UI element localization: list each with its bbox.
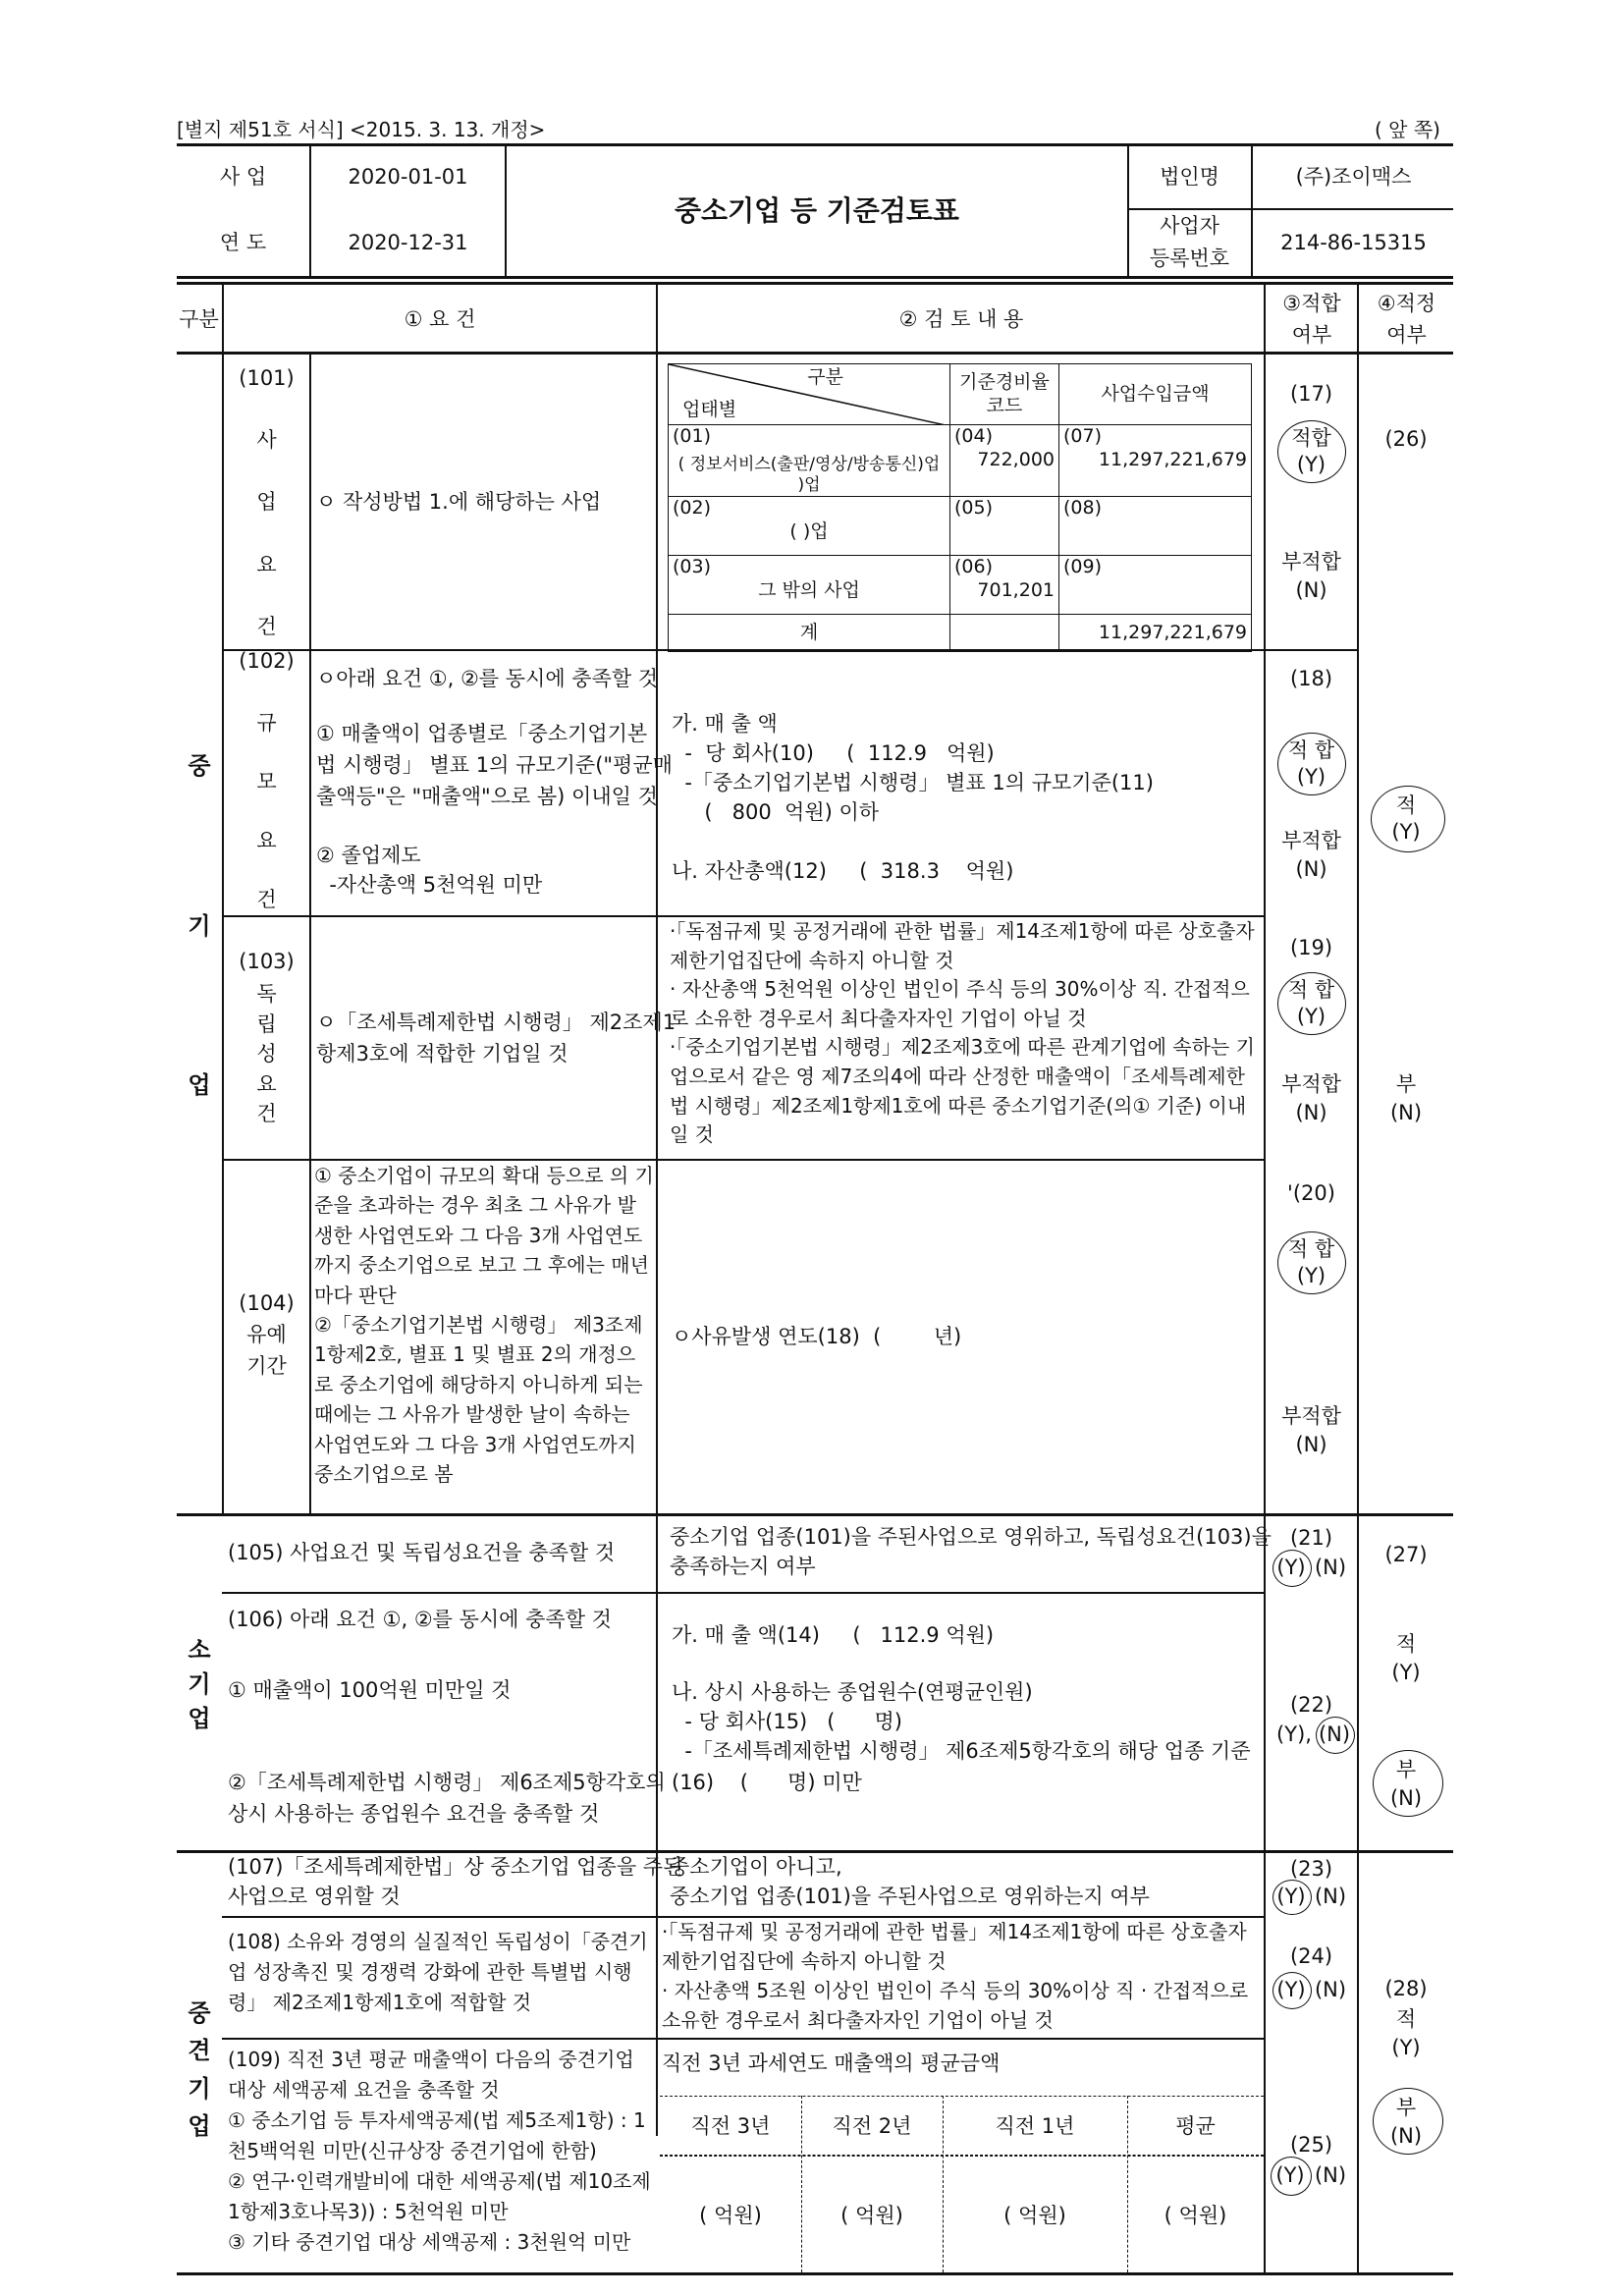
r102-req-2: ① 매출액이 업종별로「중소기업기본 xyxy=(316,722,648,745)
r101-name-2: 업 xyxy=(256,490,277,515)
r101-name-3: 요 xyxy=(256,552,277,576)
sme-label-3: 업 xyxy=(188,1071,211,1099)
r107-rev-1: 중소기업이 아니고, xyxy=(670,1855,842,1879)
r109-h-y3: 직전 3년 xyxy=(690,2113,771,2138)
col-fit-1: ③적합 xyxy=(1282,291,1341,315)
r102-name-2: 모 xyxy=(256,770,277,793)
r103-name-5: 건 xyxy=(256,1102,277,1125)
r104-review: ㅇ사유발생 연도(18) ( 년) xyxy=(672,1325,962,1348)
r107-fit-y: (Y) xyxy=(1276,1884,1306,1908)
r104-fit-no-n: (N) xyxy=(1295,1432,1327,1456)
r103-proper-no: 부 xyxy=(1395,1071,1417,1096)
r106-rev-3: - 당 회사(15) ( 명) xyxy=(672,1710,902,1733)
r103-name-1: 독 xyxy=(256,982,277,1006)
sme-label-1: 중 xyxy=(188,752,211,780)
r102-name-4: 건 xyxy=(256,888,277,911)
small-label-2: 기 xyxy=(188,1670,211,1698)
r103-proper-no-n: (N) xyxy=(1389,1100,1423,1124)
h-code-2: 코드 xyxy=(986,394,1023,416)
r3-c3: (09) xyxy=(1063,556,1103,578)
col-category: 구분 xyxy=(179,306,219,331)
r103-name-4: 요 xyxy=(256,1071,277,1096)
biz-reg-label-2: 등록번호 xyxy=(1149,246,1230,270)
r102-fit-no: 부적합 xyxy=(1281,828,1341,852)
r109-h-avg: 평균 xyxy=(1175,2113,1216,2138)
r1-code-val: 722,000 xyxy=(977,448,1055,470)
r1-name: ( 정보서비스(출판/영상/방송통신)업 )업 xyxy=(677,454,941,495)
r102-name xyxy=(224,707,309,913)
table-header-division xyxy=(669,364,950,425)
r109-proper-no: 부 xyxy=(1395,2095,1417,2119)
r101-code: (101) xyxy=(239,365,295,390)
r3-code-val: 701,201 xyxy=(977,579,1055,601)
biz-reg-label-1: 사업자 xyxy=(1160,213,1219,238)
r102-rev-4: ( 800 억원) 이하 xyxy=(672,800,880,824)
r101-name-4: 건 xyxy=(256,614,277,638)
page-title: 중소기업 등 기준검토표 xyxy=(675,194,959,228)
business-year-label-2: 연 도 xyxy=(219,231,267,255)
r108-review: ·「독점규제 및 공정거래에 관한 법률」제14조제1항에 따른 상호출자제한기업집단에 속하지 아니할 것 · 자산총액 5조원 이상인 법인이 주식 등의 30%이상 직 · 간접적으로 소유한 경우로서 최다출자자인 기업이 아닐 것 xyxy=(662,1920,1249,2032)
table-total-code xyxy=(950,615,1059,652)
r105-review-2: 충족하는지 여부 xyxy=(670,1555,816,1578)
r102-fit-yes-y: (Y) xyxy=(1296,764,1326,789)
r109-proper-no-n: (N) xyxy=(1389,2123,1423,2148)
r101-requirement: ㅇ 작성방법 1.에 해당하는 사업 xyxy=(316,490,602,514)
r105-fit-code: (21) xyxy=(1289,1525,1333,1550)
r108-fit-y: (Y) xyxy=(1276,1977,1306,2001)
r107-rev-2: 중소기업 업종(101)을 주된사업으로 영위하는지 여부 xyxy=(670,1885,1150,1908)
table-row-3-code xyxy=(950,556,1059,615)
mid-label-4: 업 xyxy=(188,2111,211,2140)
r102-fit-yes: 적 합 xyxy=(1287,738,1335,762)
r106-proper-yes: 적 xyxy=(1395,1631,1417,1656)
r101-name xyxy=(224,424,309,640)
r106-req-3: ②「조세특례제한법 시행령」 제6조제5항각호의 xyxy=(228,1771,666,1794)
r108-fit-n: (N) xyxy=(1314,1977,1347,2001)
r103-code: (103) xyxy=(239,949,295,973)
r102-rev-3: -「중소기업기본법 시행령」 별표 1의 규모기준(11) xyxy=(672,771,1154,794)
r2-c2: (05) xyxy=(954,497,994,519)
r103-fit-yes-y: (Y) xyxy=(1296,1004,1326,1028)
table-row-1-amount xyxy=(1059,425,1252,497)
small-label-3: 업 xyxy=(188,1705,211,1732)
h-division: 구분 xyxy=(807,366,843,388)
end-date: 2020-12-31 xyxy=(348,231,468,255)
r105-fit-n: (N) xyxy=(1314,1555,1347,1579)
r105-fit-y: (Y) xyxy=(1276,1555,1306,1579)
r3-c2: (06) xyxy=(954,556,994,578)
table-row-1-code xyxy=(950,425,1059,497)
r106-rev-5: (16) ( 명) 미만 xyxy=(672,1771,862,1794)
table-row-1-name xyxy=(669,425,950,497)
h-code xyxy=(950,364,1059,425)
r101-industry-table xyxy=(668,363,1252,641)
business-year-label-1: 사 업 xyxy=(219,164,267,189)
mid-label-2: 견 xyxy=(188,2037,211,2065)
r103-fit-no-n: (N) xyxy=(1295,1100,1327,1124)
r108-proper-code: (28) xyxy=(1384,1976,1428,2000)
r104-fit-yes: 적 합 xyxy=(1287,1236,1335,1261)
r106-proper-no-n: (N) xyxy=(1389,1785,1423,1810)
r105-review-1: 중소기업 업종(101)을 주된사업으로 영위하고, 독립성요건(103)을 xyxy=(670,1525,1272,1549)
r109-fit-code: (25) xyxy=(1289,2132,1333,2157)
r102-req-3: 법 시행령」 별표 1의 규모기준("평균매 xyxy=(316,753,673,777)
r2-c3: (08) xyxy=(1063,497,1103,519)
col-proper-2: 여부 xyxy=(1386,322,1427,347)
small-label xyxy=(177,1630,222,1730)
r102-rev-5: 나. 자산총액(12) ( 318.3 억원) xyxy=(672,859,1014,883)
r102-fit-code: (18) xyxy=(1289,666,1333,690)
r102-proper-yes-y: (Y) xyxy=(1391,819,1421,844)
r103-requirement-1: ㅇ「조세특례제한법 시행령」 제2조제1 xyxy=(316,1011,677,1034)
table-row-3-name xyxy=(669,556,950,615)
start-date: 2020-01-01 xyxy=(348,164,468,189)
r1-c3: (07) xyxy=(1063,425,1103,447)
r106-req-2: ① 매출액이 100억원 미만일 것 xyxy=(228,1678,512,1702)
r102-name-3: 요 xyxy=(256,829,277,852)
r104-name-1: 유예 xyxy=(246,1322,287,1346)
r101-proper-code: (26) xyxy=(1384,426,1428,451)
r109-dashed-row xyxy=(660,2155,1264,2156)
r108-proper-yes-y: (Y) xyxy=(1391,2035,1421,2059)
r104-requirement: ① 중소기업이 규모의 확대 등으로 의 기준을 초과하는 경우 최초 그 사유가 발생한 사업연도와 그 다음 3개 사업연도까지 중소기업으로 보고 그 후에는 매년마다 판단 ②「중소기업기본법 시행령」 제3조제1항제2호, 별표 1 및 별표 2의 개정으로 중소기업에 해당하지 아니하게 되는 때에는 그 사유가 발생한 날이 속하는 사업연도와 그 다음 3개 사업연도까지 중소기업으로 봄 xyxy=(314,1164,654,1486)
r1-amount: 11,297,221,679 xyxy=(1098,448,1247,470)
r1-code: (01) xyxy=(673,425,712,447)
r103-fit-yes: 적 합 xyxy=(1287,977,1335,1002)
r106-proper-yes-y: (Y) xyxy=(1391,1660,1421,1684)
r101-fit-no-n: (N) xyxy=(1295,577,1327,602)
col-fit-2: 여부 xyxy=(1291,322,1332,347)
r1-c2: (04) xyxy=(954,425,994,447)
r3-name: 그 밖의 사업 xyxy=(758,579,860,601)
table-row-2-name xyxy=(669,497,950,556)
sme-label-2: 기 xyxy=(188,911,211,940)
table-row-3-amount xyxy=(1059,556,1252,615)
r2-name: ( )업 xyxy=(789,520,829,542)
r109-v-y1: ( 억원) xyxy=(1003,2203,1066,2227)
r109-review-title: 직전 3년 과세연도 매출액의 평균금액 xyxy=(662,2051,1001,2075)
biz-reg-number: 214-86-15315 xyxy=(1280,231,1427,255)
table-row-2-code xyxy=(950,497,1059,556)
r108-requirement: (108) 소유와 경영의 실질적인 독립성이「중견기업 성장촉진 및 경쟁력 강화에 관한 특별법 시행령」 제2조제1항제1호에 적합할 것 xyxy=(228,1930,648,2014)
r102-name-1: 규 xyxy=(256,711,277,735)
table-total-label: 계 xyxy=(669,615,950,652)
r109-fit-n: (N) xyxy=(1314,2162,1347,2187)
r102-req-4: 출액등"은 "매출액"으로 봄) 이내일 것 xyxy=(316,785,658,808)
col-review: ② 검 토 내 용 xyxy=(898,306,1024,331)
r103-requirement-2: 항제3호에 적합한 기업일 것 xyxy=(316,1042,568,1066)
mid-label xyxy=(177,1994,222,2141)
r103-review: ·「독점규제 및 공정거래에 관한 법률」제14조제1항에 따른 상호출자제한기업집단에 속하지 아니할 것 · 자산총액 5천억원 이상인 법인이 주식 등의 30%이상 직. 간접적으로 소유한 경우로서 최다출자자인 기업이 아닐 것 ·「중소기업기본법 시행령」제2조제3호에 따른 관계기업에 속하는 기업으로서 같은 영 제7조의4에 따라 산정한 매출액이「조세특례제한법 시행령」제2조제1항제1호에 따른 중소기업기준(의① 기준) 이내일 것 xyxy=(670,919,1255,1147)
r109-v-y3: ( 억원) xyxy=(699,2203,762,2227)
h-industry: 업태별 xyxy=(682,399,737,421)
r107-fit-code: (23) xyxy=(1289,1856,1333,1881)
r101-name-1: 사 xyxy=(256,428,277,452)
r102-req-5: ② 졸업제도 xyxy=(316,844,421,867)
r107-req-2: 사업으로 영위할 것 xyxy=(228,1885,401,1908)
r103-name xyxy=(224,978,309,1127)
sme-label xyxy=(177,746,222,1100)
r2-code: (02) xyxy=(673,497,712,519)
r102-req-6: -자산총액 5천억원 미만 xyxy=(316,873,543,897)
r103-fit-no: 부적합 xyxy=(1281,1071,1341,1096)
r109-v-y2: ( 억원) xyxy=(840,2203,903,2227)
r105-proper-code: (27) xyxy=(1384,1542,1428,1566)
form-number: [별지 제51호 서식] <2015. 3. 13. 개정> xyxy=(177,118,546,141)
r106-rev-2: 나. 상시 사용하는 종업원수(연평균인원) xyxy=(672,1680,1033,1704)
page-side: ( 앞 쪽) xyxy=(1375,118,1440,141)
r109-requirement: (109) 직전 3년 평균 매출액이 다음의 중견기업 대상 세액공제 요건을 충족할 것 ① 중소기업 등 투자세액공제(법 제5조제1항) : 1천5백억원 미만(신규상장 중견기업에 한함) ② 연구·인력개발비에 대한 세액공제(법 제10조제1항제3호나목3)) : 5천억원 미만 ③ 기타 중견기업 대상 세액공제 : 3천원억 미만 xyxy=(228,2048,651,2254)
r102-code: (102) xyxy=(239,648,295,673)
r102-rev-2: - 당 회사(10) ( 112.9 억원) xyxy=(672,741,995,765)
r101-fit-yes-y: (Y) xyxy=(1296,452,1326,476)
r101-fit-code: (17) xyxy=(1289,381,1333,406)
r108-fit-code: (24) xyxy=(1289,1943,1333,1968)
r106-fit-code: (22) xyxy=(1289,1692,1333,1717)
r109-h-y1: 직전 1년 xyxy=(995,2113,1075,2138)
corp-name: (주)조이맥스 xyxy=(1295,164,1412,189)
r107-fit-n: (N) xyxy=(1314,1884,1347,1908)
h-code-1: 기준경비율 xyxy=(959,370,1050,393)
mid-label-3: 기 xyxy=(188,2074,211,2103)
r104-code: (104) xyxy=(239,1290,295,1315)
r102-fit-no-n: (N) xyxy=(1295,856,1327,881)
table-total-amount: 11,297,221,679 xyxy=(1059,615,1252,652)
r106-rev-1: 가. 매 출 액(14) ( 112.9 억원) xyxy=(672,1623,995,1647)
r104-fit-code: '(20) xyxy=(1287,1180,1335,1205)
mid-label-1: 중 xyxy=(188,1999,211,2027)
r106-req-4: 상시 사용하는 종업원수 요건을 충족할 것 xyxy=(228,1802,600,1826)
r103-name-2: 립 xyxy=(256,1011,277,1036)
col-requirement: ① 요 건 xyxy=(404,306,476,331)
r108-proper-yes: 적 xyxy=(1395,2006,1417,2031)
r109-v-avg: ( 억원) xyxy=(1164,2203,1227,2227)
r102-rev-1: 가. 매 출 액 xyxy=(672,712,778,736)
r107-req-1: (107)「조세특례제한법」상 중소기업 업종을 주된 xyxy=(228,1855,683,1879)
small-label-1: 소 xyxy=(188,1636,211,1664)
table-row-2-amount xyxy=(1059,497,1252,556)
r103-fit-code: (19) xyxy=(1289,935,1333,959)
corp-name-label: 법인명 xyxy=(1160,164,1219,189)
r106-fit-n: (N) xyxy=(1318,1722,1351,1746)
r103-name-3: 성 xyxy=(256,1042,277,1066)
r101-fit-no: 부적합 xyxy=(1281,549,1341,574)
col-proper-1: ④적정 xyxy=(1377,291,1436,315)
r106-rev-4: -「조세특례제한법 시행령」 제6조제5항각호의 해당 업종 기준 xyxy=(672,1739,1251,1763)
r109-fit-y: (Y) xyxy=(1275,2162,1305,2187)
r3-code: (03) xyxy=(673,556,712,578)
h-revenue: 사업수입금액 xyxy=(1059,364,1252,425)
r102-proper-yes: 적 xyxy=(1395,793,1417,817)
r106-fit-y: (Y), xyxy=(1276,1722,1312,1746)
r105-requirement: (105) 사업요건 및 독립성요건을 충족할 것 xyxy=(228,1541,616,1564)
r101-fit-yes: 적합 xyxy=(1291,425,1331,450)
r104-fit-no: 부적합 xyxy=(1281,1403,1341,1428)
r104-name-2: 기간 xyxy=(246,1353,287,1378)
r106-req-1: (106) 아래 요건 ①, ②를 동시에 충족할 것 xyxy=(228,1608,612,1631)
r109-h-y2: 직전 2년 xyxy=(832,2113,912,2138)
r106-proper-no: 부 xyxy=(1395,1757,1417,1781)
r102-req-1: ㅇ아래 요건 ①, ②를 동시에 충족할 것 xyxy=(316,667,659,690)
r104-fit-yes-y: (Y) xyxy=(1296,1263,1326,1287)
